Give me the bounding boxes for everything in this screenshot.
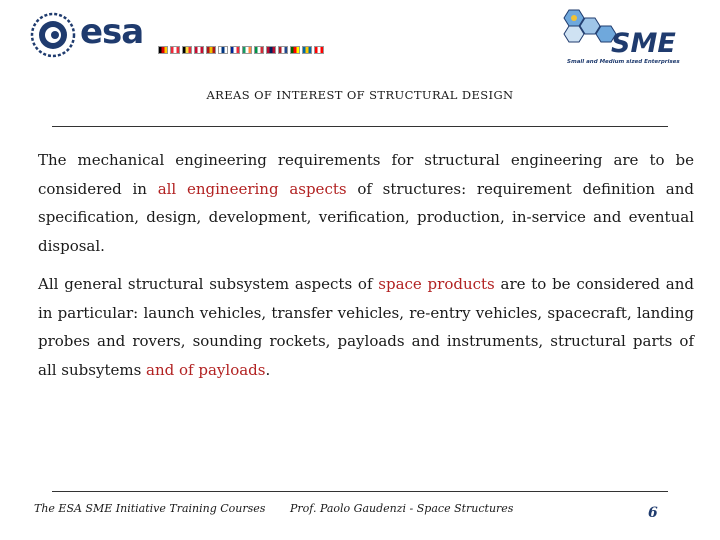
- footer-divider: [52, 491, 668, 492]
- sme-logo: [555, 6, 695, 66]
- p2-text-c: .: [265, 360, 271, 379]
- p1-highlight: all engineering aspects: [157, 179, 347, 198]
- flag-icon: [278, 46, 288, 54]
- title-divider: [52, 126, 668, 127]
- flag-icon: [242, 46, 252, 54]
- flag-icon: [230, 46, 240, 54]
- paragraph-2: [38, 270, 694, 384]
- flag-icon: [194, 46, 204, 54]
- flag-icon: [182, 46, 192, 54]
- flag-icon: [206, 46, 216, 54]
- flag-icon: [266, 46, 276, 54]
- footer-course: The ESA SME Initiative Training Courses: [34, 502, 266, 515]
- member-state-flags: [158, 46, 324, 54]
- footer-author: Prof. Paolo Gaudenzi - Space Structures: [290, 502, 514, 515]
- flag-icon: [158, 46, 168, 54]
- flag-icon: [302, 46, 312, 54]
- flag-icon: [314, 46, 324, 54]
- p1-text-a: The mechanical engineering requirements for structural engineering are to be considered in: [38, 151, 694, 198]
- p1-text-b: of structures: requirement definition and specification, design, development, verification, production, in-service and eventual disposal.: [38, 179, 694, 255]
- p2-highlight-2: and of payloads: [146, 360, 266, 379]
- paragraph-1: [38, 146, 694, 260]
- esa-logo: [30, 10, 400, 60]
- flag-icon: [218, 46, 228, 54]
- esa-globe-icon: [30, 12, 76, 58]
- p2-highlight-1: space products: [378, 275, 495, 293]
- p2-text-a: All general structural subsystem aspects of: [38, 275, 379, 293]
- sme-logo-subtitle: Small and Medium sized Enterprises: [567, 59, 680, 65]
- flag-icon: [254, 46, 264, 54]
- esa-logo-text: esa: [80, 12, 144, 52]
- sme-logo-text: SME: [611, 28, 676, 59]
- flag-icon: [170, 46, 180, 54]
- slide-title: AREAS OF INTEREST OF STRUCTURAL DESIGN: [206, 88, 514, 102]
- flag-icon: [290, 46, 300, 54]
- slide-body: [38, 146, 694, 394]
- p2-text-b: are to be considered and in particular: launch vehicles, transfer vehicles, re-entry vehicles, spacecraft, landing probes and rovers, sounding rockets, payloads and instruments, structural parts of all subsytems: [38, 275, 695, 379]
- page-number: 6: [648, 505, 658, 521]
